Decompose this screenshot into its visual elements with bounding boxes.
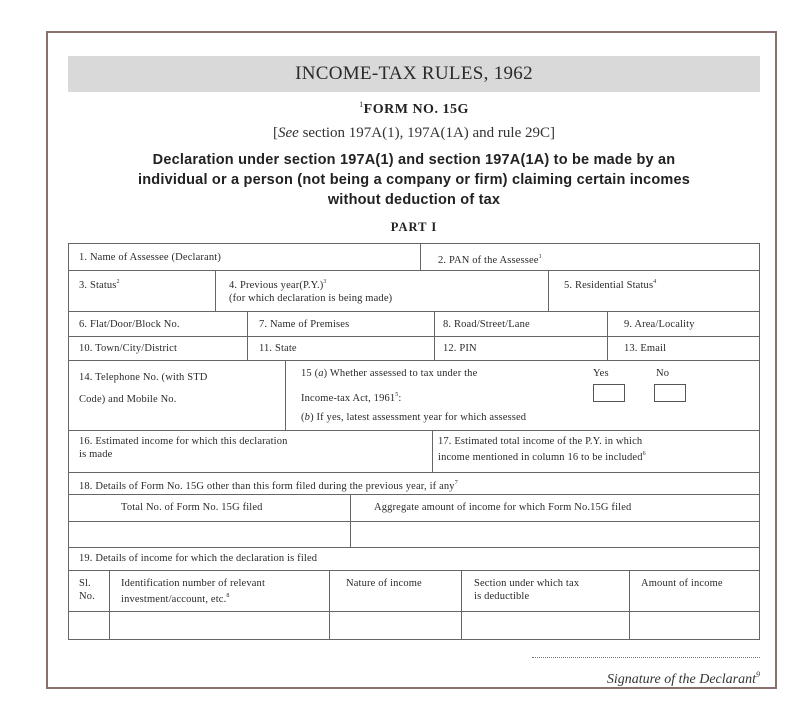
signature-note: 9 <box>756 670 760 679</box>
q15-colon: : <box>398 393 402 404</box>
see-rest: section 197A(1), 197A(1A) and rule 29C] <box>298 125 556 141</box>
form-number-text: FORM NO. 15G <box>363 102 469 117</box>
q15-letter: a <box>318 368 324 379</box>
rules-title: INCOME-TAX RULES, 1962 <box>68 56 760 92</box>
q15b-letter: b <box>304 412 311 423</box>
q15-act: Income-tax Act, 1961 <box>301 393 396 404</box>
no-label: No <box>656 368 670 379</box>
input-serial-no[interactable] <box>70 612 108 639</box>
f16-line1: 16. Estimated income for which this declaration <box>79 436 288 447</box>
col-amount-of-income: Amount of income <box>641 578 723 589</box>
input-aggregate-amount[interactable] <box>352 522 758 546</box>
field-estimated-total-income[interactable] <box>438 435 646 464</box>
see-section-line <box>68 125 760 142</box>
field-residential-status[interactable] <box>564 276 656 292</box>
declaration-heading: Declaration under section 197A(1) and section 197A(1A) to be made by an individual or a person (not being a company or firm) claiming certain incomes without deduction of tax <box>138 152 690 208</box>
col-identification-number <box>121 577 265 606</box>
signature-label <box>532 670 760 688</box>
col-aggregate-amount: Aggregate amount of income for which Form No.15G filed <box>374 502 632 513</box>
id-line2: investment/account, etc. <box>121 594 227 605</box>
see-bracket: [ <box>272 125 278 141</box>
id-line1: Identification number of relevant <box>121 578 266 589</box>
input-total-forms-filed[interactable] <box>70 522 349 546</box>
field-area-locality[interactable]: 9. Area/Locality <box>624 319 695 330</box>
field-telephone-line1: 14. Telephone No. (with STD <box>79 372 208 383</box>
f17-line1: 17. Estimated total income of the P.Y. in which <box>438 436 643 447</box>
field-flat-door-block[interactable]: 6. Flat/Door/Block No. <box>79 319 180 330</box>
q15b-text: ) If yes, latest assessment year for which assessed <box>310 412 527 423</box>
field-status-label: 3. Status <box>79 280 117 291</box>
q15-note: 5 <box>395 392 399 398</box>
field-residential-status-label: 5. Residential Status <box>564 280 654 291</box>
field-residential-status-note: 4 <box>653 279 657 285</box>
field-previous-year-sub: (for which declaration is being made) <box>229 293 393 304</box>
input-amount-of-income[interactable] <box>631 612 758 639</box>
field-estimated-income[interactable] <box>79 435 288 461</box>
input-nature-of-income[interactable] <box>331 612 460 639</box>
field-telephone-line2: Code) and Mobile No. <box>79 394 177 405</box>
col-nature-of-income: Nature of income <box>346 578 422 589</box>
part-heading: PART I <box>390 220 438 234</box>
section-line2: is deductible <box>474 591 530 602</box>
yes-checkbox[interactable] <box>593 384 625 402</box>
field-status[interactable] <box>79 276 120 292</box>
col-section-tax-deductible <box>474 577 579 603</box>
f17-line2: income mentioned in column 16 to be included <box>438 452 643 463</box>
field-telephone[interactable] <box>79 367 208 411</box>
section-line1: Section under which tax <box>474 578 580 589</box>
q15b-open: ( <box>301 412 305 423</box>
field-previous-year-note: 3 <box>323 279 327 285</box>
field-email[interactable]: 13. Email <box>624 343 667 354</box>
field-assessed-question <box>301 367 477 380</box>
field-pan[interactable] <box>438 251 542 267</box>
input-identification-number[interactable] <box>111 612 328 639</box>
signature-text: Signature of the Declarant <box>606 672 756 687</box>
field-latest-assessment-year[interactable] <box>301 411 526 424</box>
field-pan-note: 1 <box>538 254 542 260</box>
field-assessed-question-line2 <box>301 389 402 405</box>
field-previous-year-label: 4. Previous year(P.Y.) <box>229 280 324 291</box>
signature-line[interactable] <box>532 657 760 658</box>
form-number <box>68 100 760 118</box>
yes-label: Yes <box>593 368 609 379</box>
col-total-forms-filed: Total No. of Form No. 15G filed <box>121 502 263 513</box>
field-state[interactable]: 11. State <box>259 343 297 354</box>
no-checkbox[interactable] <box>654 384 686 402</box>
field-road-street-lane[interactable]: 8. Road/Street/Lane <box>443 319 530 330</box>
sl-line2: No. <box>79 591 95 602</box>
f17-note: 6 <box>642 451 646 457</box>
field-status-note: 2 <box>116 279 120 285</box>
f18-note: 7 <box>454 480 458 486</box>
field-name-of-premises[interactable]: 7. Name of Premises <box>259 319 350 330</box>
field-pan-label: 2. PAN of the Assessee <box>438 255 539 266</box>
field-previous-year[interactable] <box>229 276 392 305</box>
declaration-form-table <box>68 243 760 640</box>
f18-text: 18. Details of Form No. 15G other than this form filed during the previous year, if any <box>79 481 455 492</box>
f16-line2: is made <box>79 449 113 460</box>
field-other-15g-forms <box>79 477 458 493</box>
field-name-of-assessee[interactable]: 1. Name of Assessee (Declarant) <box>79 252 221 263</box>
col-serial-no <box>79 577 95 603</box>
field-pin[interactable]: 12. PIN <box>443 343 477 354</box>
see-word: See <box>277 125 299 141</box>
q15-text: ) Whether assessed to tax under the <box>323 368 478 379</box>
q15-num: 15 ( <box>301 368 319 379</box>
section-19-heading: 19. Details of income for which the declaration is filed <box>79 553 318 564</box>
footnote-mark: 1 <box>359 100 364 109</box>
sl-line1: Sl. <box>79 578 91 589</box>
id-note: 8 <box>226 593 230 599</box>
input-section-tax-deductible[interactable] <box>463 612 628 639</box>
field-town-city-district[interactable]: 10. Town/City/District <box>79 343 178 354</box>
